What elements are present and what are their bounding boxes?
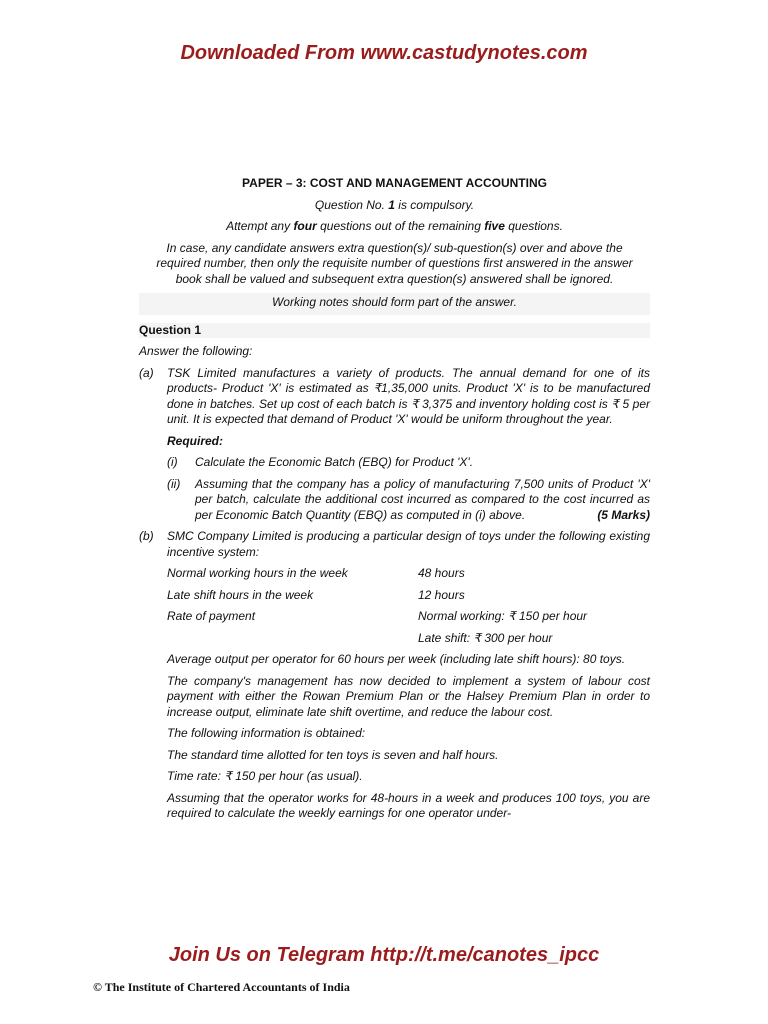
row-key: Normal working hours in the week: [167, 566, 348, 580]
paragraph-assumption: Assuming that the operator works for 48-hours in a week and produces 100 toys, you are required to calculate the weekly earnings for one operator under-: [167, 790, 650, 820]
incentive-row: [167, 566, 650, 582]
paragraph-time-rate: Time rate: ₹ 150 per hour (as usual).: [167, 769, 363, 783]
part-a-label: (a): [139, 365, 154, 380]
row-value: Late shift: ₹ 300 per hour: [418, 630, 553, 645]
incentive-row: [167, 609, 650, 625]
instruction-extra-answers: In case, any candidate answers extra question(s)/ sub-question(s) over and above the required number, then only the requisite number of questions first answered in the answer book shall be valued and subsequent extra question(s) answered shall be ignored.: [156, 240, 633, 286]
paragraph-information: The following information is obtained:: [167, 726, 366, 740]
instr1-number: 1: [388, 197, 395, 212]
part-a-text: TSK Limited manufactures a variety of products. The annual demand for one of its products- Product 'X' is estimated as ₹1,35,000 units. Product 'X' is to be manufactured done in batches. Set up cost of each batch is ₹ 3,375 and inventory holding cost is ₹ 5 per unit. It is expected that demand of Product 'X' would be uniform throughout the year.: [167, 365, 650, 426]
paragraph-standard-time: The standard time allotted for ten toys is seven and half hours.: [167, 747, 499, 762]
question-heading: Question 1: [139, 323, 650, 339]
part-a-ii-text: Assuming that the company has a policy of manufacturing 7,500 units of Product 'X' per batch, calculate the additional cost incurred as compared to the cost incurred as per Economic Batch Quantity (EBQ) as computed in (i) above.: [195, 476, 650, 522]
part-a: [139, 366, 650, 428]
part-a-i-label: (i): [167, 455, 178, 469]
download-banner: Downloaded From www.castudynotes.com: [180, 42, 588, 64]
instr2-five: five: [484, 219, 505, 233]
instruction-attempt: [139, 219, 650, 235]
instr2-text: Attempt any: [226, 219, 294, 233]
row-key: Late shift hours in the week: [167, 587, 314, 602]
row-key: Rate of payment: [167, 609, 256, 623]
part-a-i-text: Calculate the Economic Batch (EBQ) for Product 'X'.: [195, 455, 474, 469]
paragraph-management-decision: The company's management has now decided to implement a system of labour cost payment with either the Rowan Premium Plan or the Halsey Premium Plan in order to increase output, eliminate late shift overtime, and reduce the labour cost.: [167, 673, 650, 719]
instruction-compulsory: [139, 198, 650, 214]
instr2-text-end: questions.: [504, 219, 563, 233]
instruction-working-notes: Working notes should form part of the answer.: [139, 293, 650, 315]
part-a-required-block: [139, 434, 650, 524]
row-value: 12 hours: [418, 587, 465, 602]
paragraph-average-output: Average output per operator for 60 hours per week (including late shift hours): 80 toys.: [167, 652, 626, 666]
instr1-text: Question No.: [314, 197, 389, 212]
required-heading: Required:: [167, 433, 224, 448]
part-b: [139, 529, 650, 560]
copyright-notice: © The Institute of Chartered Accountants of India: [93, 980, 350, 994]
marks: (5 Marks): [597, 507, 650, 522]
instr2-four: four: [293, 219, 317, 233]
part-b-label: (b): [139, 529, 154, 543]
row-key: [167, 631, 418, 647]
instr2-text-mid: questions out of the remaining: [316, 219, 485, 233]
telegram-banner: Join Us on Telegram http://t.me/canotes_ipcc: [168, 944, 600, 966]
incentive-row: [167, 631, 650, 647]
question-intro: Answer the following:: [139, 344, 253, 358]
part-a-ii: [167, 477, 650, 524]
row-value: Normal working: ₹ 150 per hour: [418, 609, 588, 623]
exam-page: [139, 176, 650, 828]
part-a-ii-label: (ii): [167, 476, 181, 491]
incentive-row: [167, 588, 650, 604]
part-b-text: SMC Company Limited is producing a particular design of toys under the following existing incentive system:: [167, 529, 650, 559]
row-value: 48 hours: [418, 566, 465, 580]
instr1-text-end: is compulsory.: [394, 197, 475, 212]
part-a-i: [167, 455, 650, 471]
part-b-details: [139, 566, 650, 822]
paper-title: PAPER – 3: COST AND MANAGEMENT ACCOUNTING: [242, 176, 547, 190]
